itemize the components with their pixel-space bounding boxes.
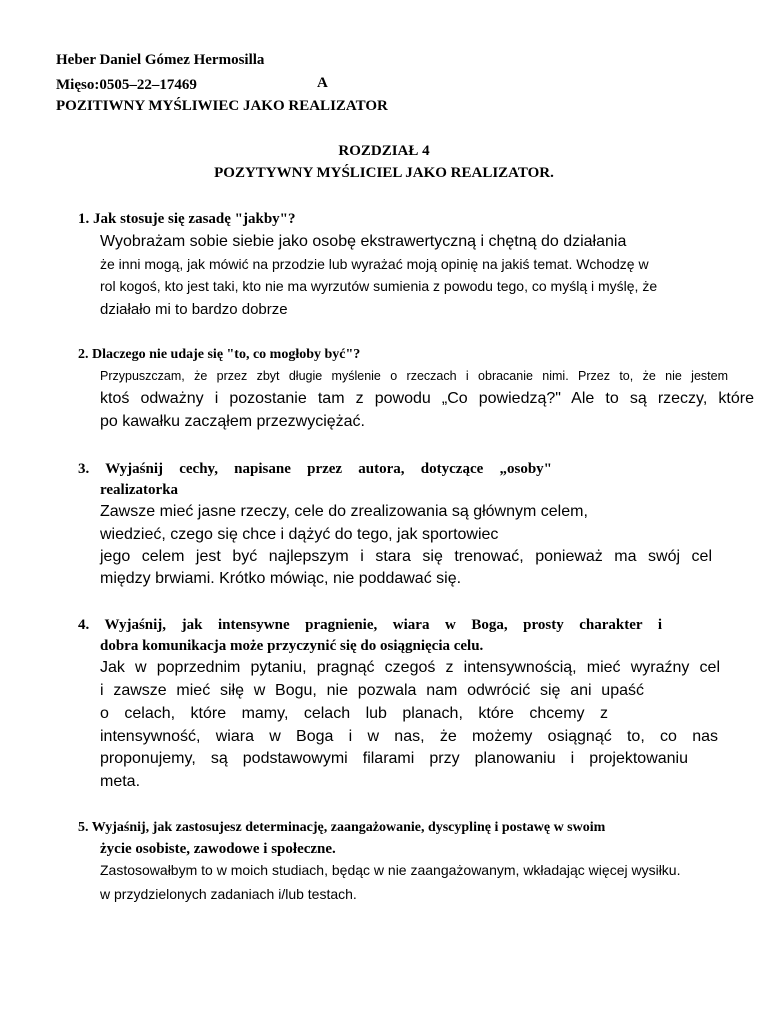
answer-1-line: że inni mogą, jak mówić na przodzie lub wyrażać moją opinię na jakiś temat. Wchodzę w bbox=[100, 256, 649, 272]
question-3: 3. Wyjaśnij cechy, napisane przez autora, dotyczące „osoby" bbox=[78, 461, 552, 477]
answer-1-line: rol kogoś, kto jest taki, kto nie ma wyrzutów sumienia z powodu tego, co myślą i myślę, że bbox=[100, 278, 658, 294]
chapter-title: POZYTYWNY MYŚLICIEL JAKO REALIZATOR. bbox=[214, 165, 554, 181]
answer-4-line: proponujemy, są podstawowymi filarami przy planowaniu i projektowaniu bbox=[100, 750, 688, 767]
answer-4-line: i zawsze mieć siłę w Bogu, nie pozwala nam odwrócić się ani upaść bbox=[100, 682, 644, 699]
id-line: Mięso:0505–22–17469 bbox=[56, 77, 197, 93]
answer-3-line: między brwiami. Krótko mówiąc, nie poddawać się. bbox=[100, 570, 462, 587]
answer-1-line: działało mi to bardzo dobrze bbox=[100, 301, 288, 318]
question-4-cont: dobra komunikacja może przyczynić się do osiągnięcia celu. bbox=[100, 638, 484, 654]
answer-2-line: po kawałku zacząłem przezwyciężać. bbox=[100, 413, 365, 430]
answer-2-line: Przypuszczam, że przez zbyt długie myślenie o rzeczach i obracanie nimi. Przez to, że nie jestem bbox=[100, 369, 728, 383]
chapter-number: ROZDZIAŁ 4 bbox=[338, 143, 430, 159]
answer-3-line: wiedzieć, czego się chce i dążyć do tego, jak sportowiec bbox=[100, 526, 499, 543]
question-5-cont: życie osobiste, zawodowe i społeczne. bbox=[100, 841, 336, 857]
answer-4-line: Jak w poprzednim pytaniu, pragnąć czegoś z intensywnością, mieć wyraźny cel bbox=[100, 659, 720, 676]
answer-3-line: jego celem jest być najlepszym i stara się trenować, ponieważ ma swój cel bbox=[100, 548, 712, 565]
answer-5-line: w przydzielonych zadaniach i/lub testach. bbox=[100, 886, 357, 902]
answer-3-line: Zawsze mieć jasne rzeczy, cele do zrealizowania są głównym celem, bbox=[100, 503, 588, 520]
answer-4-line: meta. bbox=[100, 773, 141, 790]
question-1: 1. Jak stosuje się zasadę "jakby"? bbox=[78, 211, 296, 227]
author-name: Heber Daniel Gómez Hermosilla bbox=[56, 52, 265, 68]
answer-4-line: o celach, które mamy, celach lub planach, które chcemy z bbox=[100, 705, 608, 722]
question-2: 2. Dlaczego nie udaje się "to, co mogłoby być"? bbox=[78, 347, 361, 362]
answer-4-line: intensywność, wiara w Boga i w nas, że możemy osiągnąć to, co nas bbox=[100, 728, 718, 745]
question-5: 5. Wyjaśnij, jak zastosujesz determinację, zaangażowanie, dyscyplinę i postawę w swoim bbox=[78, 820, 606, 835]
question-3-cont: realizatorka bbox=[100, 482, 179, 498]
document-title: POZITIWNY MYŚLIWIEC JAKO REALIZATOR bbox=[56, 98, 388, 114]
question-4: 4. Wyjaśnij, jak intensywne pragnienie, wiara w Boga, prosty charakter i bbox=[78, 617, 662, 633]
answer-5-line: Zastosowałbym to w moich studiach, będąc w nie zaangażowanym, wkładając więcej wysiłku. bbox=[100, 862, 681, 878]
answer-1-line: Wyobrażam sobie siebie jako osobę ekstrawertyczną i chętną do działania bbox=[100, 233, 627, 250]
answer-2-line: ktoś odważny i pozostanie tam z powodu „Co powiedzą?" Ale to są rzeczy, które bbox=[100, 390, 754, 407]
variant-letter: A bbox=[317, 75, 328, 91]
